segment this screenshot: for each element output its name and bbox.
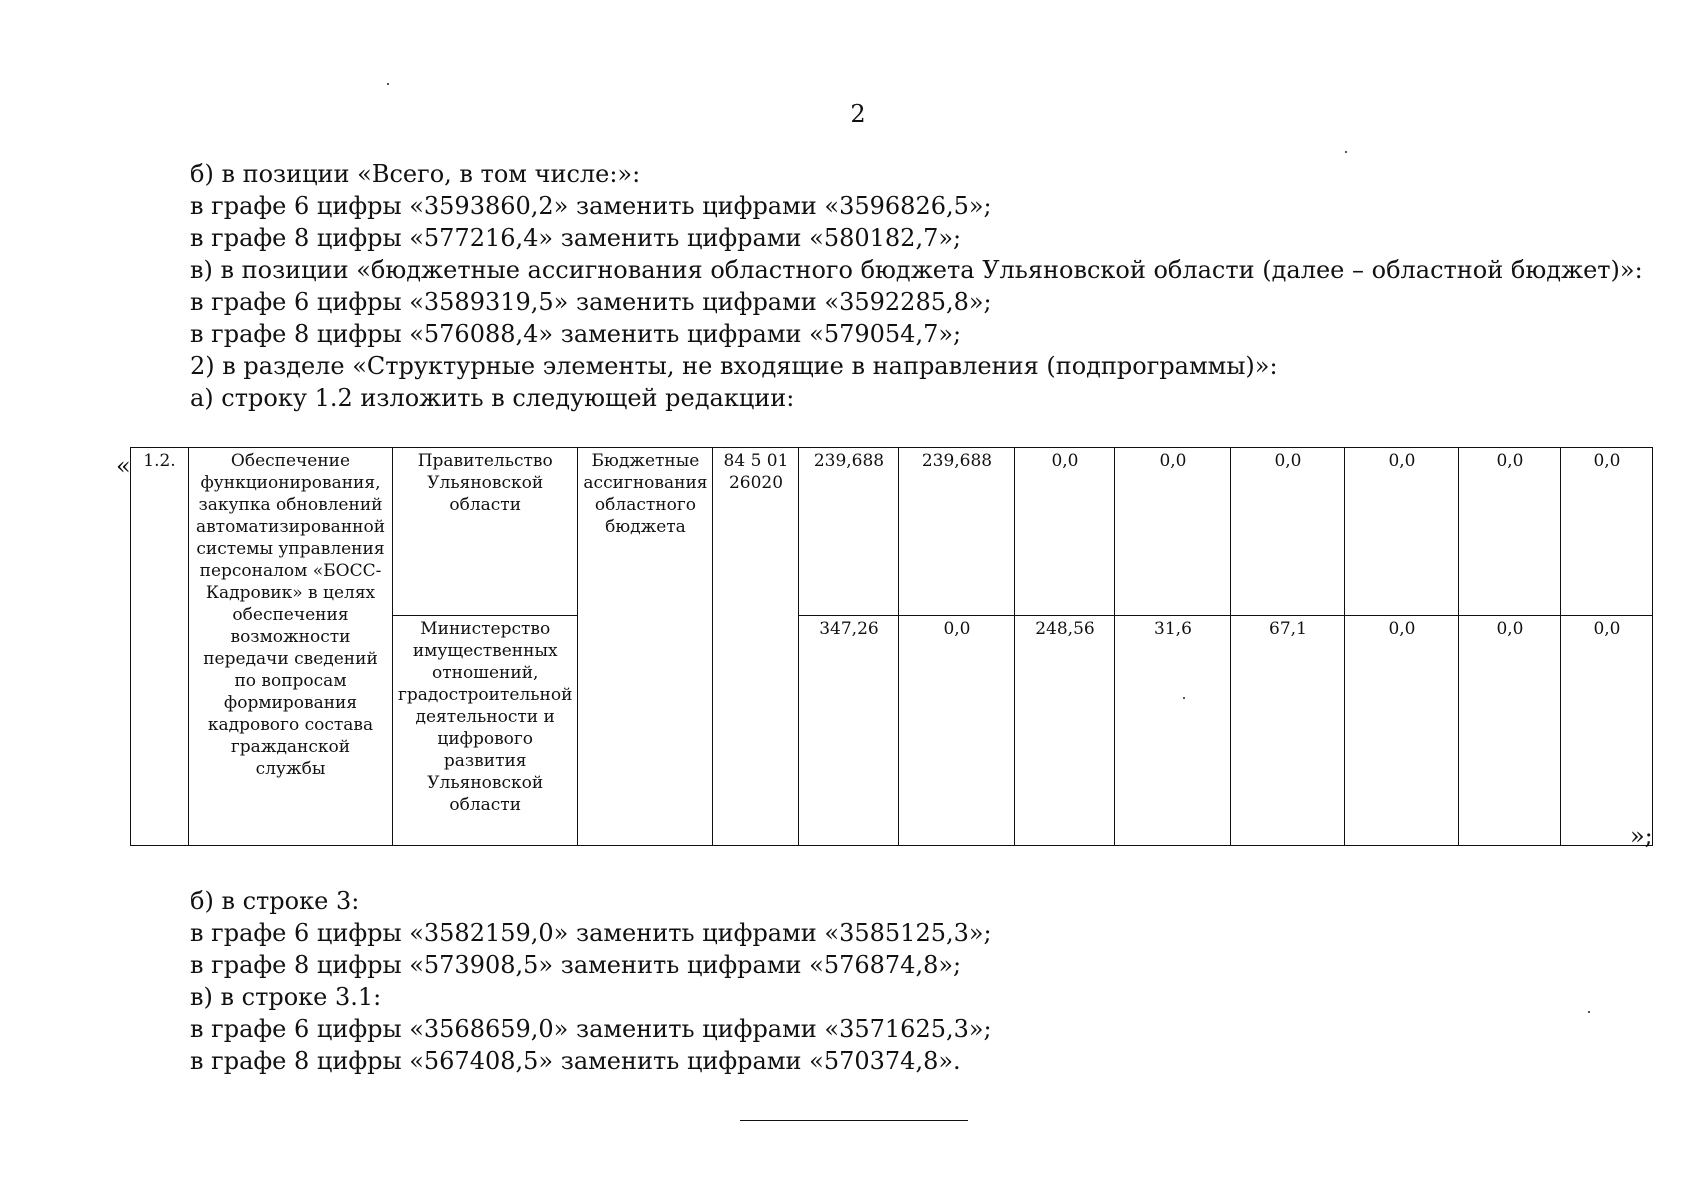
value-cell: 0,0 [1231, 448, 1345, 616]
closing-rule [740, 1120, 968, 1121]
value-cell: 0,0 [1459, 448, 1561, 616]
paragraph-line: в графе 8 цифры «573908,5» заменить цифрами «576874,8»; [190, 951, 962, 979]
paragraph-line: в графе 8 цифры «567408,5» заменить цифрами «570374,8». [190, 1047, 961, 1075]
paragraph-line: в графе 8 цифры «576088,4» заменить цифрами «579054,7»; [190, 320, 962, 348]
row-number-cell: 1.2. [131, 448, 189, 846]
program-row-table [130, 447, 1653, 846]
scan-speck [387, 83, 389, 85]
executor-cell: Министерство имущественных отношений, градостроительной деятельности и цифрового развития Ульяновской области [393, 616, 578, 846]
value-cell: 0,0 [1015, 448, 1115, 616]
paragraph-line: б) в позиции «Всего, в том числе:»: [190, 160, 641, 188]
closing-quote: »; [1630, 822, 1653, 850]
paragraph-line: в) в строке 3.1: [190, 983, 382, 1011]
page-number: 2 [850, 100, 866, 128]
top-paragraphs [190, 158, 1643, 414]
value-cell: 0,0 [1561, 448, 1653, 616]
funding-source-cell: Бюджетные ассигнования областного бюджета [578, 448, 713, 846]
value-cell: 248,56 [1015, 616, 1115, 846]
value-cell: 0,0 [1561, 616, 1653, 846]
value-cell: 0,0 [899, 616, 1015, 846]
paragraph-line: в графе 6 цифры «3582159,0» заменить цифрами «3585125,3»; [190, 919, 992, 947]
scan-speck [1588, 1011, 1590, 1013]
budget-code-cell: 84 5 01 26020 [713, 448, 799, 846]
value-cell: 347,26 [799, 616, 899, 846]
bottom-paragraphs [190, 885, 1630, 1077]
value-cell: 239,688 [799, 448, 899, 616]
paragraph-line: в графе 6 цифры «3593860,2» заменить цифрами «3596826,5»; [190, 192, 992, 220]
paragraph-line: б) в строке 3: [190, 887, 360, 915]
scan-speck [1345, 151, 1347, 153]
opening-quote: « [116, 452, 131, 480]
executor-cell: Правительство Ульяновской области [393, 448, 578, 616]
value-cell: 31,6 [1115, 616, 1231, 846]
value-cell: 0,0 [1115, 448, 1231, 616]
paragraph-line: в графе 6 цифры «3568659,0» заменить цифрами «3571625,3»; [190, 1015, 992, 1043]
paragraph-line: в графе 8 цифры «577216,4» заменить цифрами «580182,7»; [190, 224, 962, 252]
value-cell: 67,1 [1231, 616, 1345, 846]
paragraph-line: в графе 6 цифры «3589319,5» заменить цифрами «3592285,8»; [190, 288, 992, 316]
value-cell: 0,0 [1345, 448, 1459, 616]
paragraph-line: а) строку 1.2 изложить в следующей редакции: [190, 384, 795, 412]
paragraph-line: в) в позиции «бюджетные ассигнования областного бюджета Ульяновской области (далее – областной бюджет)»: [190, 256, 1643, 284]
scan-speck [1183, 697, 1185, 699]
value-cell: 0,0 [1345, 616, 1459, 846]
paragraph-line: 2) в разделе «Структурные элементы, не входящие в направления (подпрограммы)»: [190, 352, 1278, 380]
value-cell: 239,688 [899, 448, 1015, 616]
value-cell: 0,0 [1459, 616, 1561, 846]
description-cell: Обеспечение функционирования, закупка обновлений автоматизированной системы управления персоналом «БОСС-Кадровик» в целях обеспечения возможности передачи сведений по вопросам формирования кадрового состава гражданской службы [189, 448, 393, 846]
